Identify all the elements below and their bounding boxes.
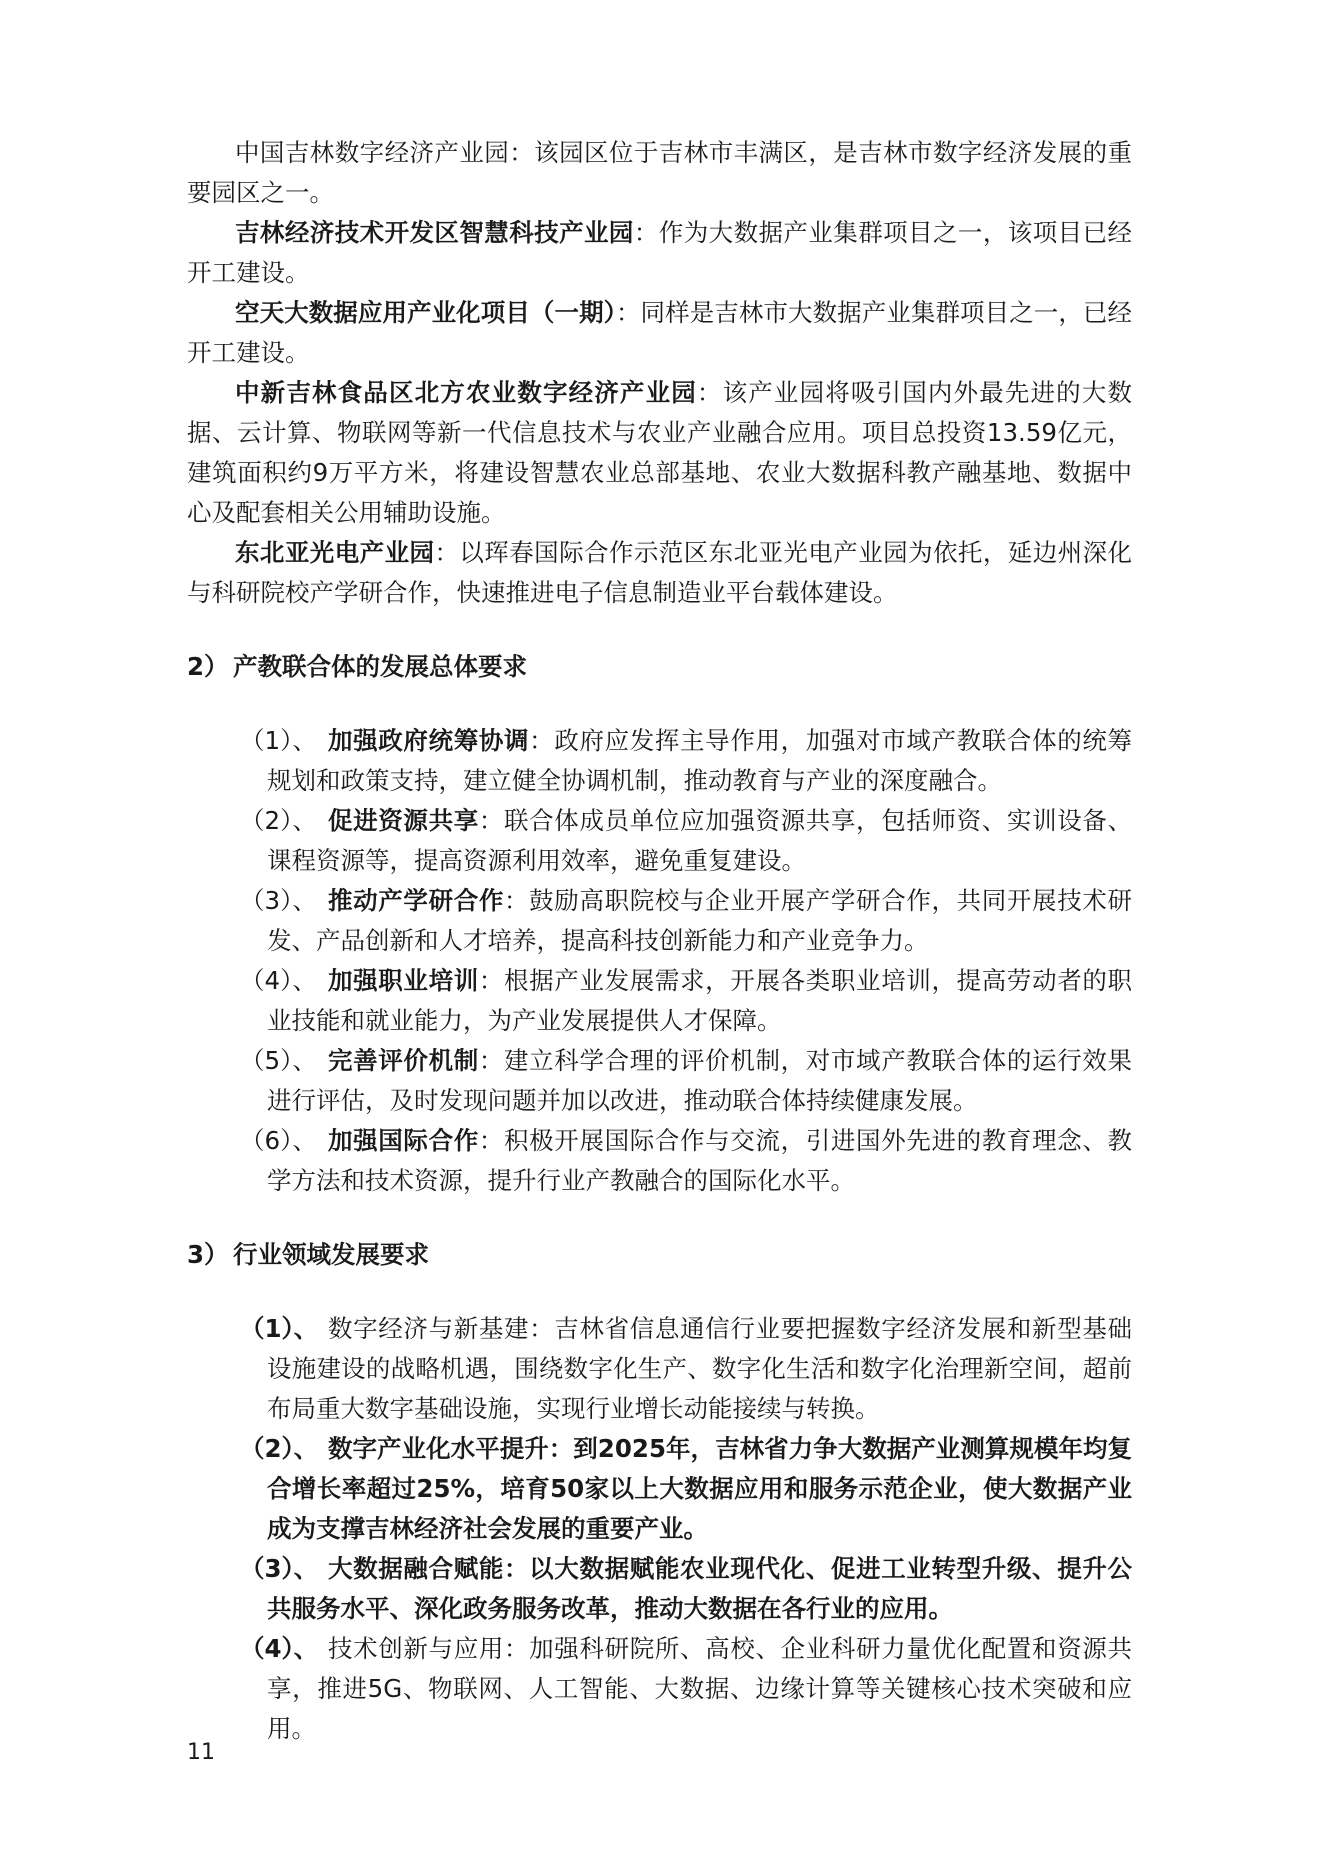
list-item: （3）、 推动产学研合作：鼓励高职院校与企业开展产学研合作，共同开展技术研发、产品创新和人才培养，提高科技创新能力和产业竞争力。 — [240, 886, 1132, 955]
list-item: （4）、 技术创新与应用：加强科研院所、高校、企业科研力量优化配置和资源共享，推进5G、物联网、人工智能、大数据、边缘计算等关键核心技术突破和应用。 — [240, 1634, 1132, 1743]
paragraph-jilin-digital-park: 中国吉林数字经济产业园：该园区位于吉林市丰满区，是吉林市数字经济发展的重要园区之一。 — [187, 138, 1132, 207]
list-item: （1）、 加强政府统筹协调：政府应发挥主导作用，加强对市域产教联合体的统筹规划和政策支持，建立健全协调机制，推动教育与产业的深度融合。 — [240, 726, 1133, 795]
list-item: （2）、 促进资源共享：联合体成员单位应加强资源共享，包括师资、实训设备、课程资源等，提高资源利用效率，避免重复建设。 — [240, 806, 1133, 875]
paragraph-northern-agri-park: 中新吉林食品区北方农业数字经济产业园：该产业园将吸引国内外最先进的大数据、云计算、物联网等新一代信息技术与农业产业融合应用。项目总投资13.59亿元，建筑面积约9万平方米，将建设智慧农业总部基地、农业大数据科教产融基地、数据中心及配套相关公用辅助设施。 — [187, 378, 1133, 527]
page-number: 11 — [187, 1740, 215, 1765]
list-item: （2）、 数字产业化水平提升：到2025年，吉林省力争大数据产业测算规模年均复合增长率超过25%，培育50家以上大数据应用和服务示范企业，使大数据产业成为支撑吉林经济社会发展的重要产业。 — [240, 1434, 1132, 1543]
list-item: （5）、 完善评价机制：建立科学合理的评价机制，对市域产教联合体的运行效果进行评估，及时发现问题并加以改进，推动联合体持续健康发展。 — [240, 1046, 1133, 1115]
section-heading-2: 2） 产教联合体的发展总体要求 — [187, 652, 527, 681]
list-item: （6）、 加强国际合作：积极开展国际合作与交流，引进国外先进的教育理念、教学方法和技术资源，提升行业产教融合的国际化水平。 — [240, 1126, 1133, 1195]
list-item: （4）、 加强职业培训：根据产业发展需求，开展各类职业培训，提高劳动者的职业技能和就业能力，为产业发展提供人才保障。 — [240, 966, 1133, 1035]
list-item: （3）、 大数据融合赋能：以大数据赋能农业现代化、促进工业转型升级、提升公共服务水平、深化政务服务改革，推动大数据在各行业的应用。 — [240, 1554, 1132, 1623]
section-heading-3: 3） 行业领域发展要求 — [187, 1240, 429, 1269]
paragraph-smart-tech-park: 吉林经济技术开发区智慧科技产业园：作为大数据产业集群项目之一，该项目已经开工建设。 — [187, 218, 1133, 287]
list-item: （1）、 数字经济与新基建：吉林省信息通信行业要把握数字经济发展和新型基础设施建设的战略机遇，围绕数字化生产、数字化生活和数字化治理新空间，超前布局重大数字基础设施，实现行业增长动能接续与转换。 — [240, 1314, 1132, 1423]
paragraph-optoelectronic-park: 东北亚光电产业园：以珲春国际合作示范区东北亚光电产业园为依托，延边州深化与科研院校产学研合作，快速推进电子信息制造业平台载体建设。 — [187, 538, 1133, 607]
paragraph-aerospace-bigdata: 空天大数据应用产业化项目（一期）：同样是吉林市大数据产业集群项目之一，已经开工建设。 — [187, 298, 1133, 367]
